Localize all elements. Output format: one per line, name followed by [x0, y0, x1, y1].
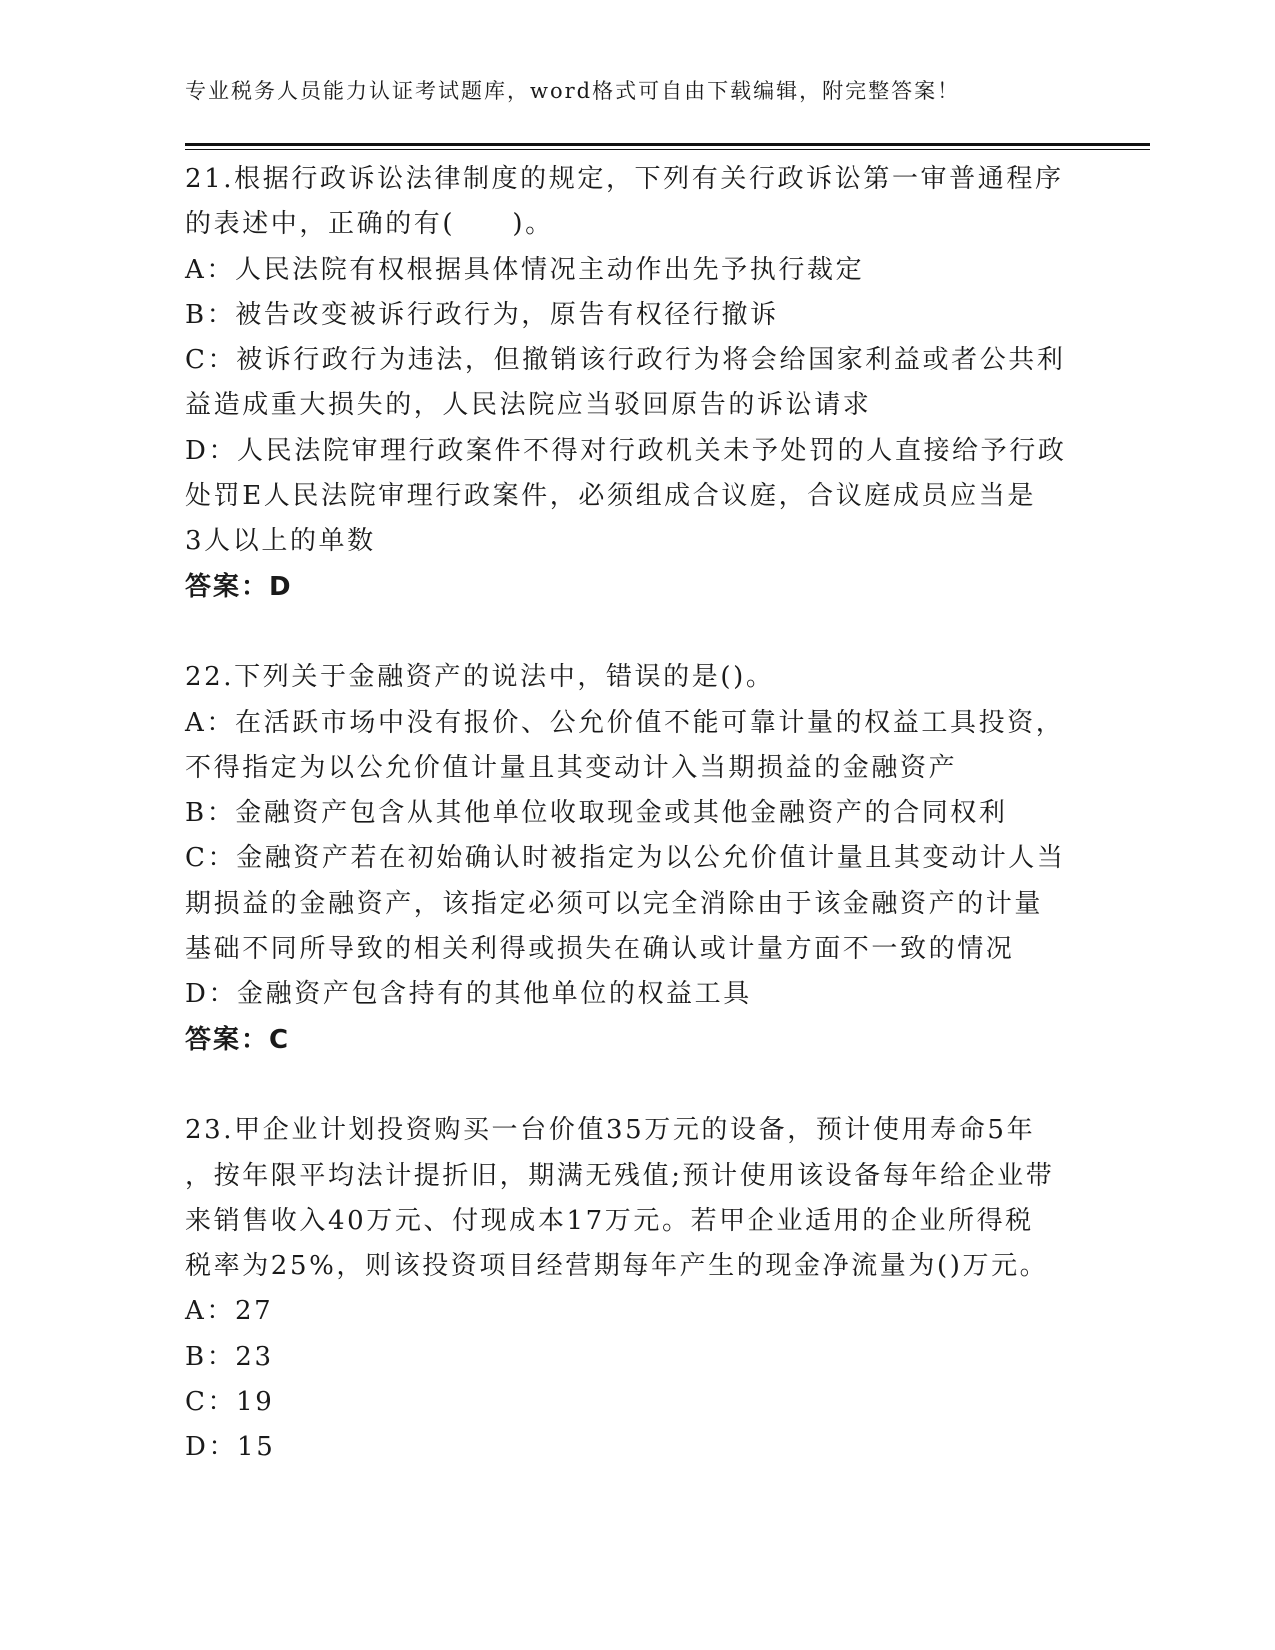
- option-a: A：27: [185, 1296, 274, 1327]
- answer-label: 答案：C: [185, 1024, 291, 1055]
- question-23: [185, 1108, 1085, 1470]
- option-c: C：19: [185, 1387, 275, 1418]
- option-c-continued: 基础不同所导致的相关利得或损失在确认或计量方面不一致的情况: [185, 934, 1015, 965]
- option-a: A：人民法院有权根据具体情况主动作出先予执行裁定: [185, 254, 865, 285]
- option-b: B：被告改变被诉行政行为，原告有权径行撤诉: [185, 299, 779, 330]
- question-stem-line: 22.下列关于金融资产的说法中，错误的是()。: [185, 662, 775, 693]
- option-c: C：金融资产若在初始确认时被指定为以公允价值计量且其变动计人当: [185, 843, 1066, 874]
- option-d: D：金融资产包含持有的其他单位的权益工具: [185, 979, 752, 1010]
- question-stem-line: 来销售收入40万元、付现成本17万元。若甲企业适用的企业所得税: [185, 1205, 1034, 1236]
- header-rule-thin: [185, 149, 1150, 150]
- question-22: [185, 655, 1085, 1063]
- question-stem-line: 的表述中，正确的有( )。: [185, 209, 554, 240]
- option-c: C：被诉行政行为违法，但撤销该行政行为将会给国家利益或者公共利: [185, 345, 1066, 376]
- option-c-continued: 益造成重大损失的，人民法院应当驳回原告的诉讼请求: [185, 390, 872, 421]
- header-rule-thick: [185, 143, 1150, 146]
- question-list: [185, 157, 1085, 1471]
- option-d: D：15: [185, 1432, 276, 1463]
- spacer: [185, 1063, 1085, 1108]
- question-stem-line: ，按年限平均法计提折旧，期满无残值;预计使用该设备每年给企业带: [185, 1160, 1055, 1191]
- option-b: B：金融资产包含从其他单位收取现金或其他金融资产的合同权利: [185, 798, 1008, 829]
- question-stem-line: 税率为25%，则该投资项目经营期每年产生的现金净流量为()万元。: [185, 1251, 1049, 1282]
- option-d: D：人民法院审理行政案件不得对行政机关未予处罚的人直接给予行政: [185, 435, 1067, 466]
- question-stem-line: 23.甲企业计划投资购买一台价值35万元的设备，预计使用寿命5年: [185, 1115, 1036, 1146]
- option-a-continued: 不得指定为以公允价值计量且其变动计入当期损益的金融资产: [185, 752, 958, 783]
- option-d-continued: 3人以上的单数: [185, 526, 376, 557]
- question-stem-line: 21.根据行政诉讼法律制度的规定，下列有关行政诉讼第一审普通程序: [185, 164, 1064, 194]
- spacer: [185, 610, 1085, 655]
- option-d-continued: 处罚E人民法院审理行政案件，必须组成合议庭，合议庭成员应当是: [185, 481, 1036, 512]
- option-a: A：在活跃市场中没有报价、公允价值不能可靠计量的权益工具投资，: [185, 707, 1065, 738]
- answer-label: 答案：D: [185, 571, 293, 602]
- option-c-continued: 期损益的金融资产，该指定必须可以完全消除由于该金融资产的计量: [185, 888, 1044, 919]
- question-21: [185, 157, 1085, 610]
- page-header: 专业税务人员能力认证考试题库，word格式可自由下载编辑，附完整答案！: [185, 79, 961, 103]
- option-b: B：23: [185, 1341, 274, 1372]
